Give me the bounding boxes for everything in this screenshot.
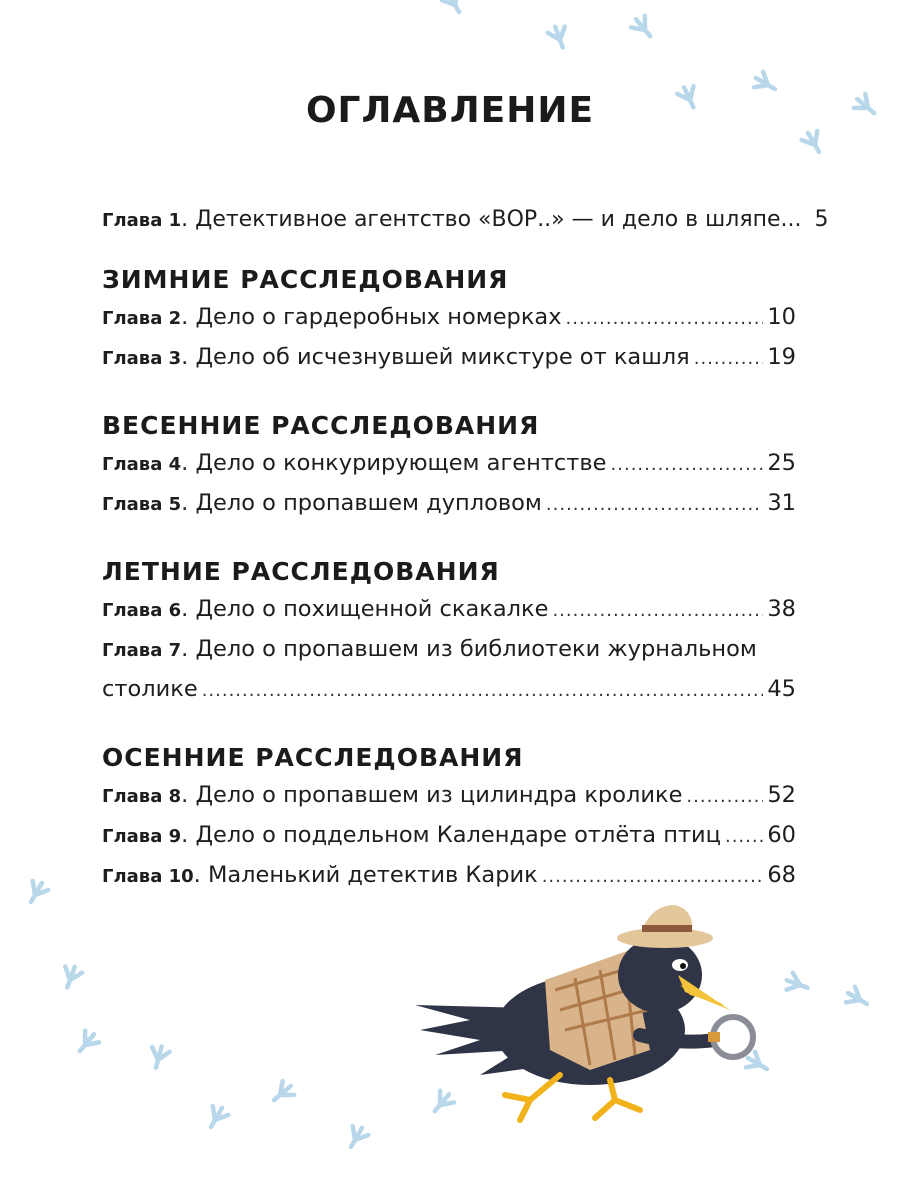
chapter-label: Глава 3 xyxy=(102,348,182,369)
chapter-title: Маленький детектив Карик xyxy=(207,862,538,888)
page-number: 45 xyxy=(767,676,796,702)
chapter-title: Дело о пропавшем дупловом xyxy=(195,490,542,516)
chapter-label-separator: . xyxy=(181,490,189,516)
chapter-title: Дело о похищенной скакалке xyxy=(195,596,549,622)
page-number: 38 xyxy=(767,596,796,622)
page-number: 52 xyxy=(767,782,796,808)
chapter-title: Дело о поддельном Календаре отлёта птиц xyxy=(195,822,721,848)
dot-leader xyxy=(611,445,764,484)
chapter-entry[interactable] xyxy=(102,856,796,896)
chapter-label: Глава 4 xyxy=(102,454,182,475)
dot-leader xyxy=(552,591,763,630)
chapter-label-separator: . xyxy=(181,304,189,330)
chapter-entry[interactable] xyxy=(102,298,796,338)
chapter-label-separator: . xyxy=(181,207,189,232)
page-number: 25 xyxy=(767,450,796,476)
table-of-contents xyxy=(102,200,829,896)
chapter-label-separator: . xyxy=(181,636,189,662)
page-number: 19 xyxy=(767,344,796,370)
chapter-entry[interactable] xyxy=(102,444,796,484)
dot-leader xyxy=(542,857,764,896)
dot-leader xyxy=(566,299,764,338)
chapter-title: Дело о пропавшем из цилиндра кролике xyxy=(195,782,683,808)
chapter-entry[interactable] xyxy=(102,338,796,378)
section-heading-autumn: ОСЕННИЕ РАССЛЕДОВАНИЯ xyxy=(102,743,524,772)
dot-leader xyxy=(202,671,764,710)
dot-leader xyxy=(694,339,764,378)
dot-leader xyxy=(725,817,763,856)
dot-leader xyxy=(686,777,763,816)
page-number: 31 xyxy=(767,490,796,516)
chapter-label-separator: . xyxy=(181,450,189,476)
chapter-label: Глава 7 xyxy=(102,640,182,661)
chapter-entry-continuation[interactable] xyxy=(102,670,796,710)
chapter-label: Глава 2 xyxy=(102,308,182,329)
page-number: 60 xyxy=(767,822,796,848)
page-number: 68 xyxy=(767,862,796,888)
chapter-title: Дело об исчезнувшей микстуре от кашля xyxy=(195,344,690,370)
page-number: 5 xyxy=(814,207,829,232)
chapter-title: Дело о пропавшем из библиотеки журнальном xyxy=(195,636,757,662)
chapter-entry[interactable] xyxy=(102,484,796,524)
chapter-label-separator: . xyxy=(181,822,189,848)
chapter-label: Глава 9 xyxy=(102,826,182,847)
chapter-title-continuation: столике xyxy=(102,676,198,702)
section-heading-summer: ЛЕТНИЕ РАССЛЕДОВАНИЯ xyxy=(102,557,500,586)
page-title: ОГЛАВЛЕНИЕ xyxy=(305,90,595,131)
chapter-label: Глава 1 xyxy=(102,210,182,231)
chapter-entry[interactable] xyxy=(102,816,796,856)
chapter-title: Дело о гардеробных номерках xyxy=(195,304,562,330)
chapter-label: Глава 6 xyxy=(102,600,182,621)
chapter-entry[interactable] xyxy=(102,776,796,816)
chapter-entry[interactable] xyxy=(102,590,796,630)
chapter-label-separator: . xyxy=(181,596,189,622)
chapter-label-separator: . xyxy=(193,862,201,888)
chapter-label-separator: . xyxy=(181,344,189,370)
chapter-label: Глава 8 xyxy=(102,786,182,807)
page-number: 10 xyxy=(767,304,796,330)
chapter-title: Детективное агентство «ВОР..» — и дело в шляпе xyxy=(195,207,781,232)
chapter-entry-first-line[interactable] xyxy=(102,630,796,670)
dot-leader: ... xyxy=(780,207,802,232)
chapter-label-separator: . xyxy=(181,782,189,808)
section-heading-spring: ВЕСЕННИЕ РАССЛЕДОВАНИЯ xyxy=(102,411,540,440)
section-heading-winter: ЗИМНИЕ РАССЛЕДОВАНИЯ xyxy=(102,265,509,294)
chapter-entry-intro[interactable] xyxy=(102,200,829,240)
dot-leader xyxy=(546,485,763,524)
chapter-label: Глава 10 xyxy=(102,866,194,887)
chapter-label: Глава 5 xyxy=(102,494,182,515)
chapter-title: Дело о конкурирующем агентстве xyxy=(195,450,607,476)
